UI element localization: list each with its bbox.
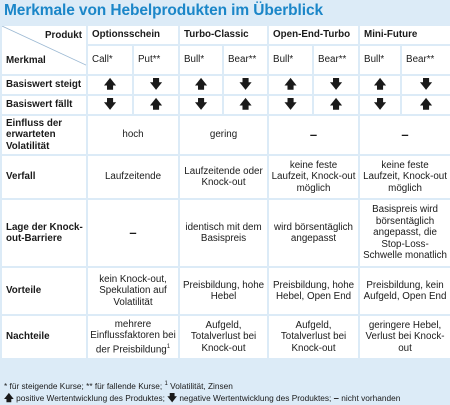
up-arrow-icon: 🡅	[359, 75, 401, 95]
nachteile-optionsschein: mehrere Einflussfaktoren bei der Preisbildung$^1$	[87, 315, 179, 359]
up-arrow-icon: 🡅	[179, 75, 223, 95]
volatility-open-end-turbo: –	[268, 115, 359, 155]
footnotes	[4, 378, 448, 405]
row-label: Lage der Knock-out-Barriere	[1, 199, 87, 267]
volatility-optionsschein: hoch	[87, 115, 179, 155]
comparison-table	[0, 24, 450, 360]
row-vorteile	[1, 267, 450, 315]
row-label: Basiswert fällt	[1, 95, 87, 115]
verfall-optionsschein: Laufzeitende	[87, 155, 179, 199]
product-optionsschein: Optionsschein	[87, 25, 179, 45]
barriere-open-end-turbo: wird börsentäglich angepasst	[268, 199, 359, 267]
row-label: Nachteile	[1, 315, 87, 359]
down-arrow-icon: 🡇	[179, 95, 223, 115]
vorteile-optionsschein: kein Knock-out, Spekulation auf Volatilität	[87, 267, 179, 315]
subhead-bull: Bull*	[179, 45, 223, 75]
up-arrow-icon: 🡅	[223, 95, 268, 115]
row-nachteile	[1, 315, 450, 359]
footnote-line-1: * für steigende Kurse; ** für fallende Kurse; $^1$ Volatilität, Zinsen	[4, 380, 233, 391]
verfall-open-end-turbo: keine feste Laufzeit, Knock-out möglich	[268, 155, 359, 199]
footnote-marker: 1	[166, 343, 171, 350]
row-basiswert-steigt	[1, 75, 450, 95]
verfall-mini-future: keine feste Laufzeit, Knock-out möglich	[359, 155, 450, 199]
row-barriere	[1, 199, 450, 267]
nachteile-turbo-classic: Aufgeld, Totalverlust bei Knock-out	[179, 315, 268, 359]
barriere-optionsschein: –	[87, 199, 179, 267]
up-arrow-icon: 🡅	[313, 95, 359, 115]
up-arrow-icon: 🡅	[133, 95, 179, 115]
up-arrow-icon: 🡅	[87, 75, 133, 95]
down-arrow-icon: 🡇	[167, 392, 177, 404]
nachteile-mini-future: geringere Hebel, Verlust bei Knock-out	[359, 315, 450, 359]
down-arrow-icon: 🡇	[223, 75, 268, 95]
subhead-bull: Bull*	[359, 45, 401, 75]
barriere-mini-future: Basispreis wird börsentäglich angepasst, die Stop-Loss-Schwelle monatlich	[359, 199, 450, 267]
footnote-line-2: 🡅 positive Wertentwicklung des Produktes; 🡇 negative Wertentwicklung des Produktes; – nicht vorhanden	[4, 392, 401, 404]
row-label: Basiswert steigt	[1, 75, 87, 95]
page-title: Merkmale von Hebelprodukten im Überblick	[4, 2, 324, 19]
dash-icon: –	[333, 392, 339, 404]
vorteile-open-end-turbo: Preisbildung, hohe Hebel, Open End	[268, 267, 359, 315]
product-open-end-turbo: Open-End-Turbo	[268, 25, 359, 45]
subhead-bear: Bear**	[313, 45, 359, 75]
barriere-turbo-classic: identisch mit dem Basispreis	[179, 199, 268, 267]
corner-feature-label: Merkmal	[6, 54, 46, 66]
down-arrow-icon: 🡇	[401, 75, 450, 95]
row-label: Einfluss der erwarteten Volatilität	[1, 115, 87, 155]
row-label: Vorteile	[1, 267, 87, 315]
down-arrow-icon: 🡇	[313, 75, 359, 95]
verfall-turbo-classic: Laufzeitende oder Knock-out	[179, 155, 268, 199]
nachteile-open-end-turbo: Aufgeld, Totalverlust bei Knock-out	[268, 315, 359, 359]
subhead-bear: Bear**	[223, 45, 268, 75]
subhead-put: Put**	[133, 45, 179, 75]
row-label: Verfall	[1, 155, 87, 199]
row-basiswert-faellt	[1, 95, 450, 115]
up-arrow-icon: 🡅	[401, 95, 450, 115]
row-volatilitaet	[1, 115, 450, 155]
vorteile-mini-future: Preisbildung, kein Aufgeld, Open End	[359, 267, 450, 315]
product-header-row	[1, 25, 450, 45]
product-turbo-classic: Turbo-Classic	[179, 25, 268, 45]
up-arrow-icon: 🡅	[268, 75, 313, 95]
corner-product-label: Produkt	[44, 30, 82, 41]
row-verfall	[1, 155, 450, 199]
volatility-mini-future: –	[359, 115, 450, 155]
down-arrow-icon: 🡇	[268, 95, 313, 115]
volatility-turbo-classic: gering	[179, 115, 268, 155]
down-arrow-icon: 🡇	[359, 95, 401, 115]
product-mini-future: Mini-Future	[359, 25, 450, 45]
subhead-bear: Bear**	[401, 45, 450, 75]
vorteile-turbo-classic: Preisbildung, hohe Hebel	[179, 267, 268, 315]
header-corner	[1, 25, 87, 75]
subhead-call: Call*	[87, 45, 133, 75]
down-arrow-icon: 🡇	[87, 95, 133, 115]
subhead-bull: Bull*	[268, 45, 313, 75]
up-arrow-icon: 🡅	[4, 392, 14, 404]
down-arrow-icon: 🡇	[133, 75, 179, 95]
